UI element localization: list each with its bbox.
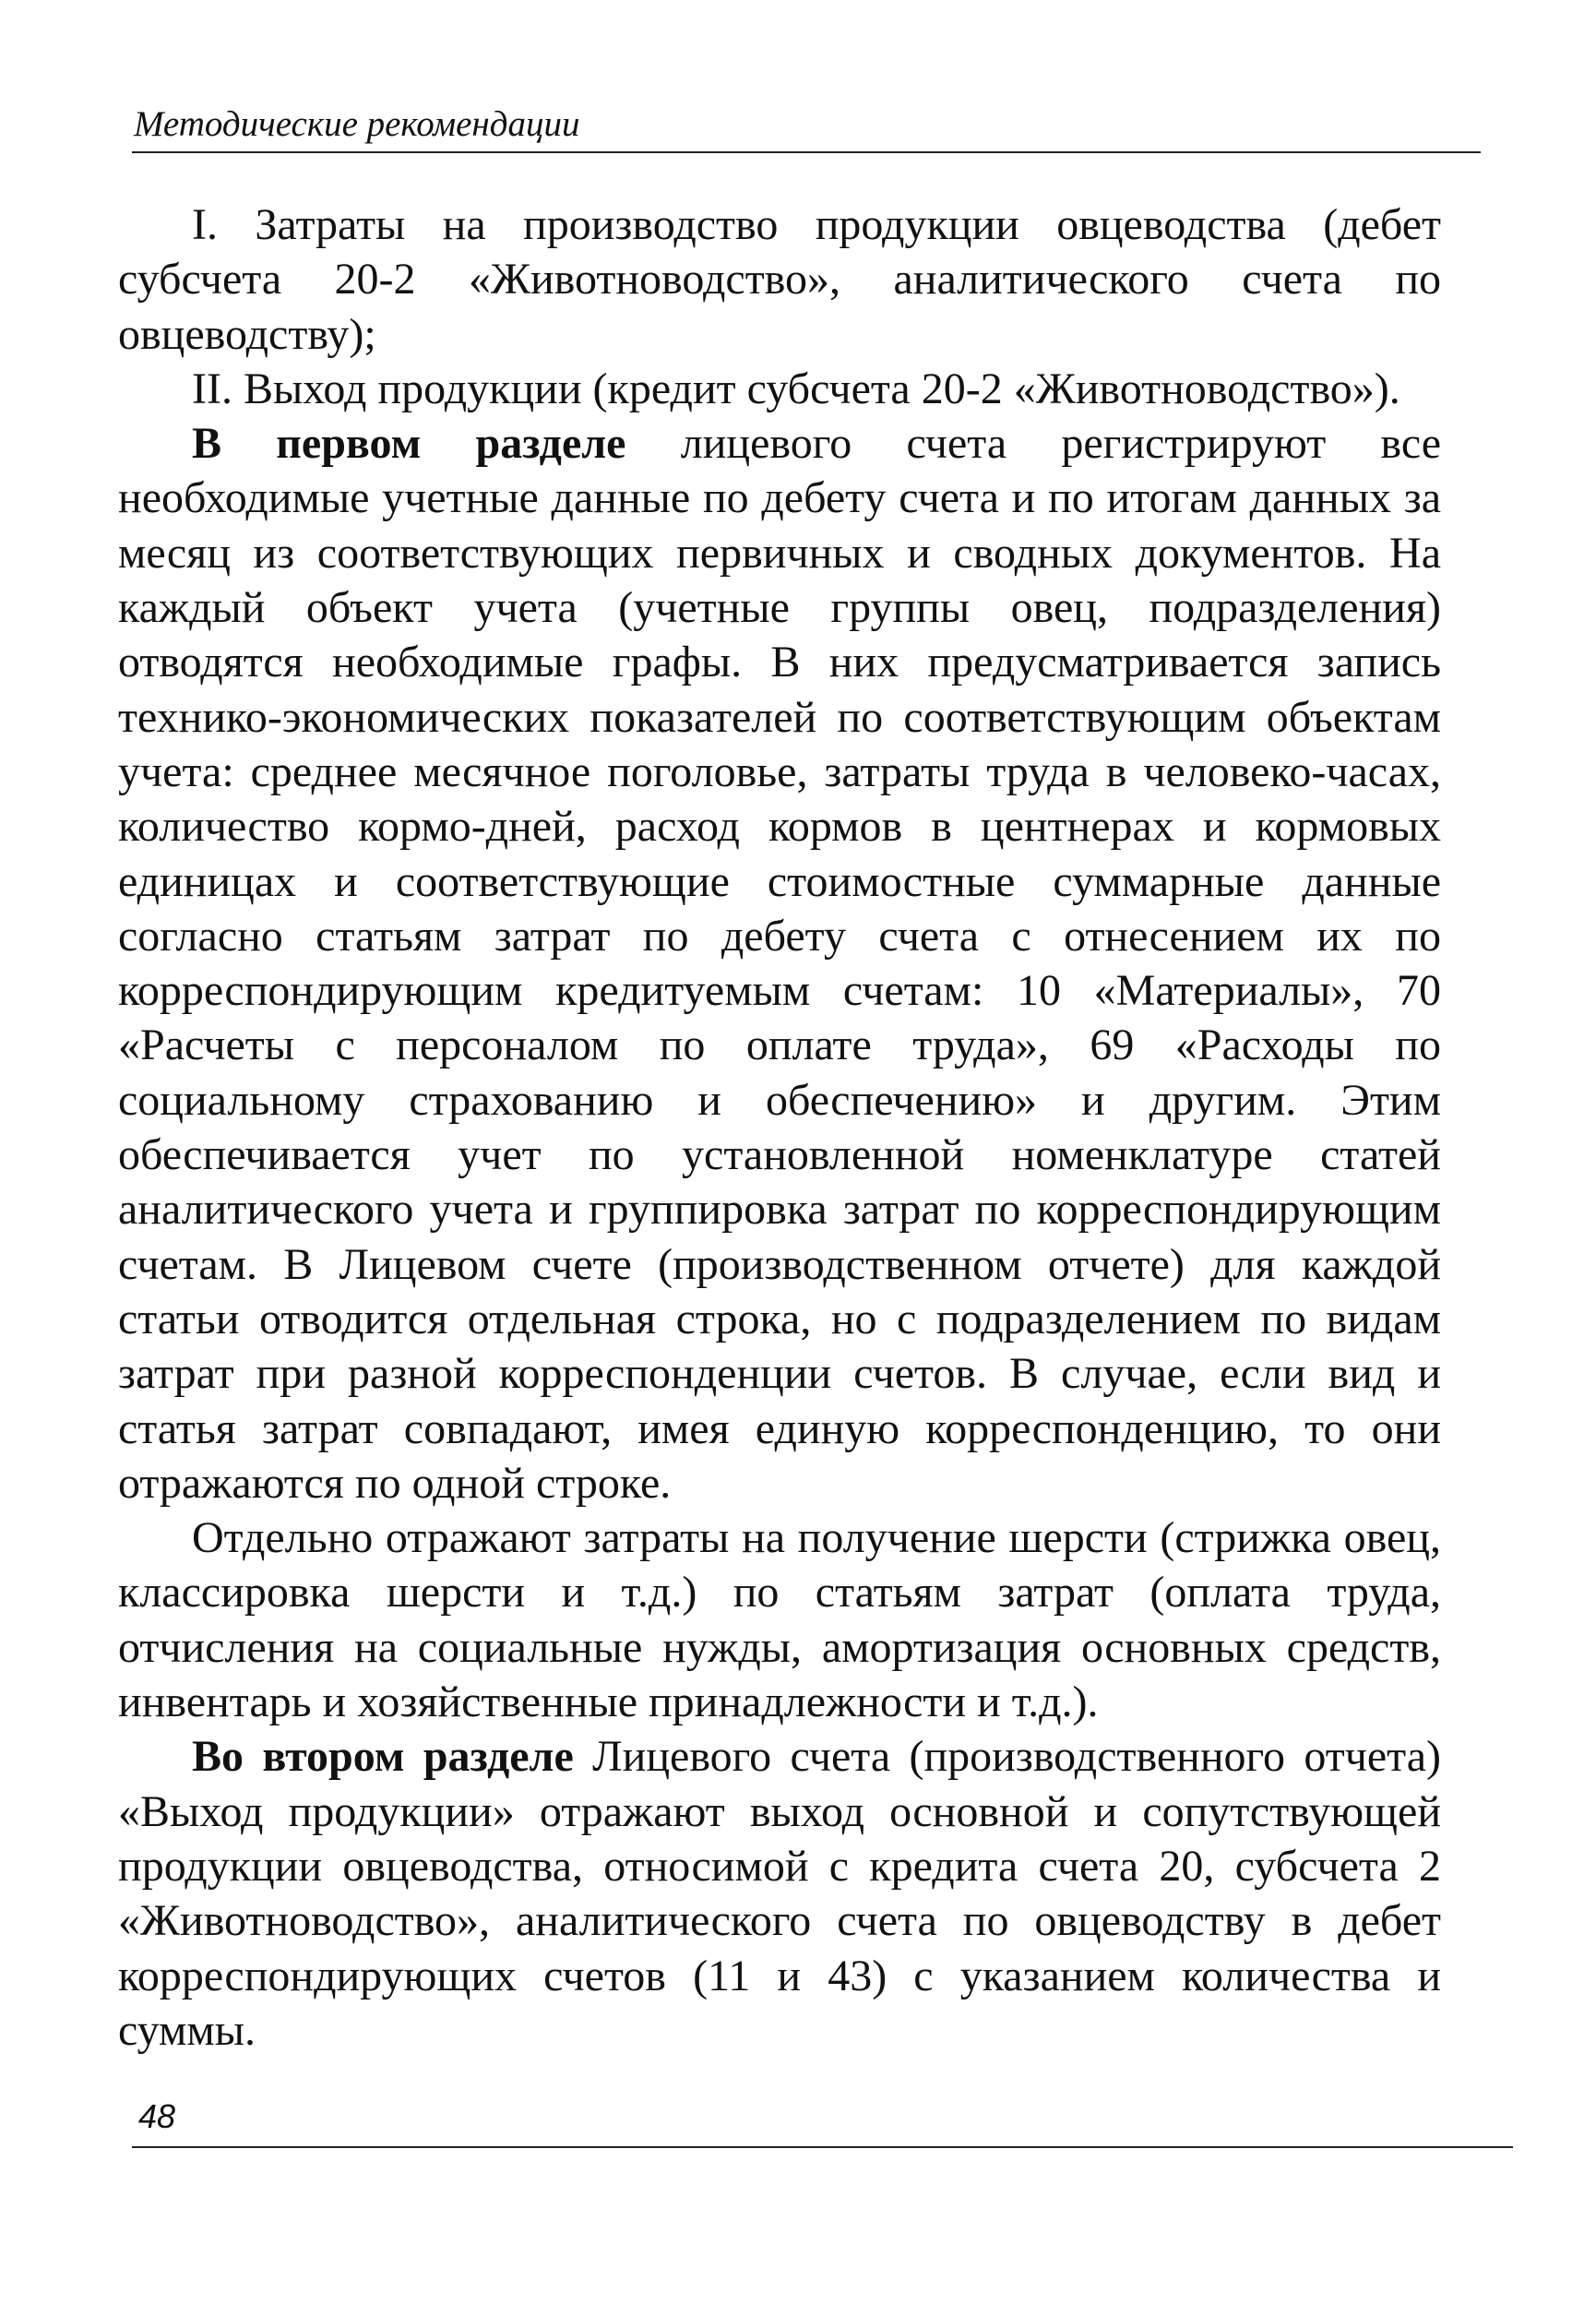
paragraph-list-item-2: II. Выход продукции (кредит субсчета 20-2 «Животноводство»). (192, 364, 1400, 413)
bold-lead-second-section: Во втором разделе (192, 1732, 574, 1782)
paragraph-list-item-1: I. Затраты на производство продукции овцеводства (дебет субсчета 20-2 «Животноводство», аналитического счета по овцеводству); (118, 200, 1441, 359)
paragraph-text: лицевого счета регистрируют все необходимые учетные данные по дебету счета и по итогам данных за месяц из соответствующих первичных и сводных документов. На каждый объект учета (учетные группы овец, подразделения) отводятся необходимые графы. В них предусматривается запись технико-экономических показателей по соответствующим объектам учета: среднее месячное поголовье, затраты труда в человеко-часах, количество кормо-дней, расход кормов в центнерах и кормовых единицах и соответствующие стоимостные суммарные данные согласно статьям затрат по дебету счета с отнесением их по корреспондирующим кредитуемым счетам: 10 «Материалы», 70 «Расчеты с персоналом по оплате труда», 69 «Расходы по социальному страхованию и обеспечению» и другим. Этим обеспечивается учет по установленной номенклатуре статей аналитического учета и группировка затрат по корреспондирующим счетам. В Лицевом счете (производственном отчете) для каждой статьи отводится отдельная строка, но с подразделением по видам затрат при разной корреспонденции счетов. В случае, если вид и статья затрат совпадают, имея единую корреспонденцию, то они отражаются по одной строке. (118, 419, 1442, 1508)
paragraph-second-section (118, 1729, 1441, 2058)
paragraph-wool-costs: Отдельно отражают затраты на получение шерсти (стрижка овец, классировка шерсти и т.д.) по статьям затрат (оплата труда, отчисления на социальные нужды, амортизация основных средств, инвентарь и хозяйственные принадлежности и т.д.). (118, 1513, 1441, 1727)
footer-rule (132, 2146, 1513, 2148)
bold-lead-first-section: В первом разделе (192, 419, 626, 469)
page-number: 48 (138, 2097, 176, 2135)
header-rule (132, 151, 1481, 153)
running-title: Методические рекомендации (134, 104, 580, 144)
body-text (118, 197, 1441, 2058)
paragraph-first-section (118, 416, 1441, 1510)
paragraph-text: Лицевого счета (производственного отчета) «Выход продукции» отражают выход основной и сопутствующей продукции овцеводства, относимой с кредита счета 20, субсчета 2 «Животноводство», аналитического счета по овцеводству в дебет корреспондирующих счетов (11 и 43) с указанием количества и суммы. (118, 1732, 1442, 2055)
